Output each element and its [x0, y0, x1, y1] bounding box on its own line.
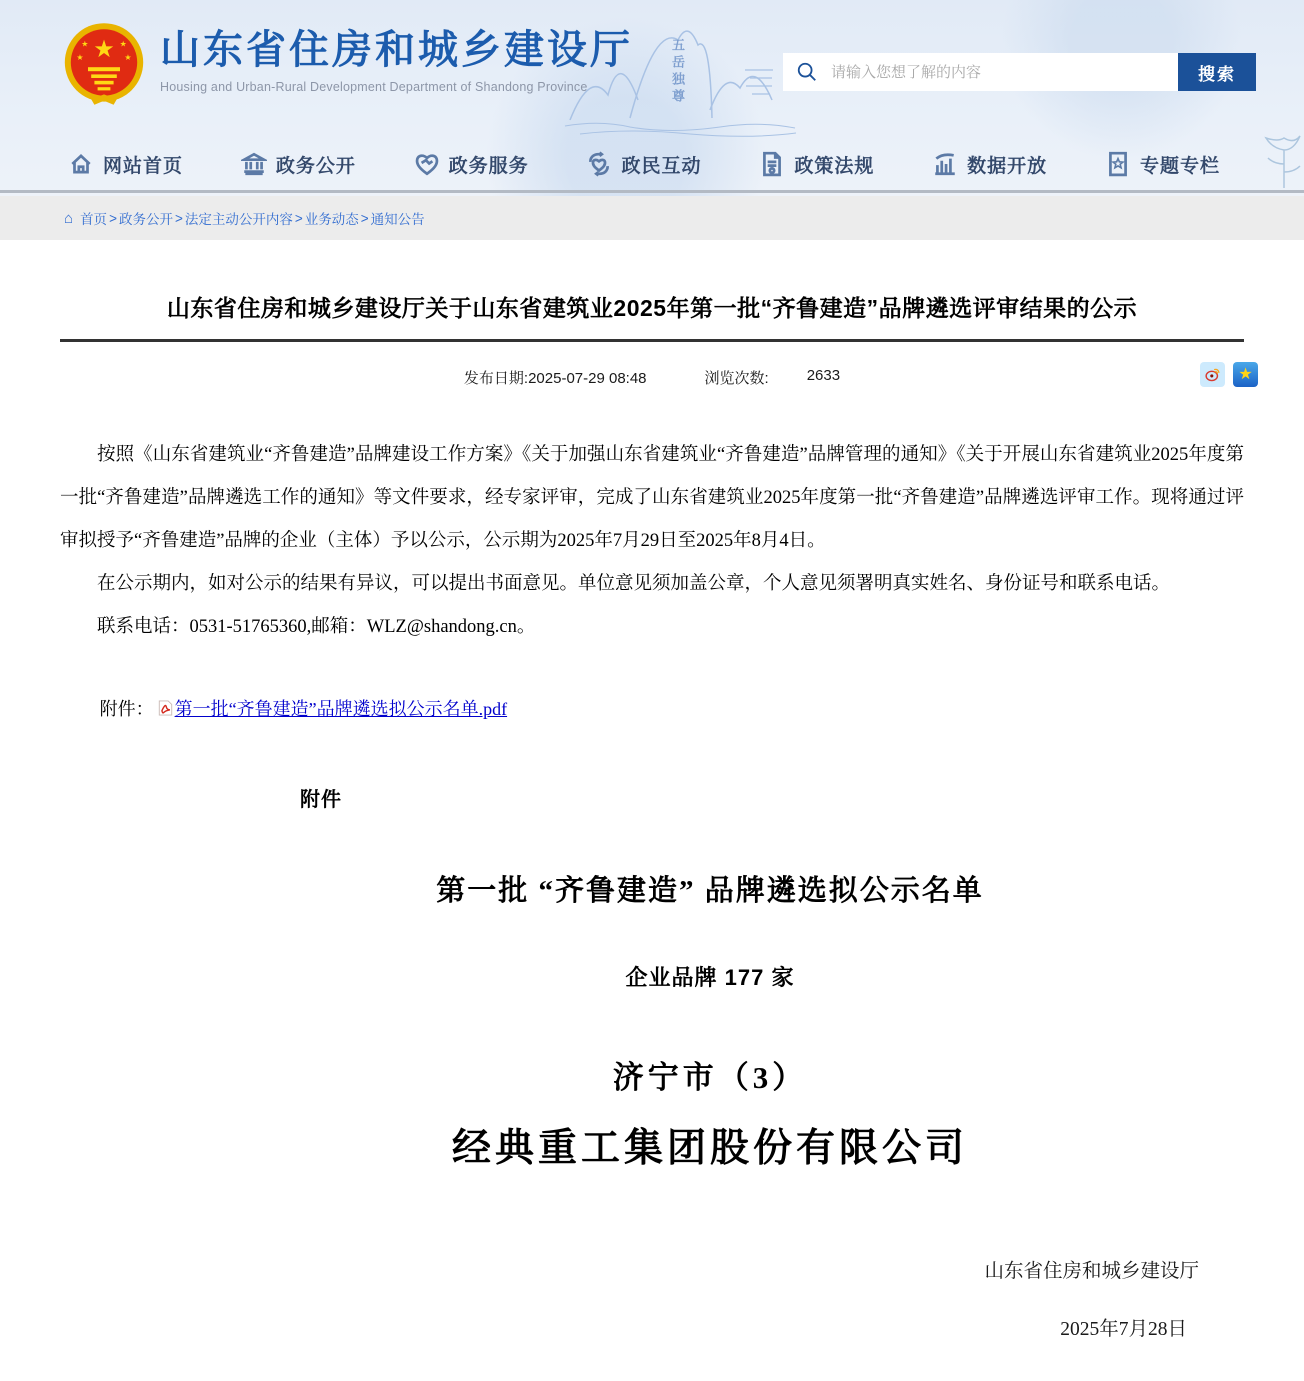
share-icons [1200, 362, 1258, 387]
nav-item-gov-open[interactable] [241, 151, 356, 178]
nav-item-policy[interactable] [759, 151, 874, 178]
article-meta [60, 362, 1253, 392]
nav-item-data[interactable] [932, 151, 1047, 178]
svg-text:★: ★ [93, 35, 115, 63]
site-name: 山东省住房和城乡建设厅 [160, 28, 633, 72]
views-count: 2633 [806, 366, 841, 384]
article-title: 山东省住房和城乡建设厅关于山东省建筑业2025年第一批“齐鲁建造”品牌遴选评审结果的公示 [166, 295, 1138, 321]
nav-item-label: 政策法规 [794, 155, 875, 177]
breadcrumb-bar [0, 196, 1304, 240]
views-group [705, 367, 841, 388]
special-topic-icon [1105, 151, 1131, 177]
preview-heading: 附件 [300, 789, 342, 811]
attachment-pdf-link[interactable]: 第一批“齐鲁建造”品牌遴选拟公示名单.pdf [174, 699, 508, 719]
gov-building-icon [241, 151, 267, 177]
breadcrumb-item-business[interactable]: 业务动态 [304, 212, 359, 227]
svg-text:★: ★ [81, 39, 89, 49]
site-name-english: Housing and Urban-Rural Development Department of Shandong Province [160, 80, 588, 94]
breadcrumb-separator: > [174, 210, 183, 226]
views-label: 浏览次数: [704, 369, 769, 387]
nav-item-special[interactable] [1105, 151, 1220, 178]
svg-text:★: ★ [124, 53, 132, 63]
nav-item-label: 政务公开 [275, 155, 356, 177]
national-emblem-icon [64, 22, 144, 106]
pine-tree-decoration [1254, 120, 1304, 190]
nav-item-label: 政民互动 [621, 155, 702, 177]
search-box [783, 53, 1256, 91]
preview-doc-title: 第一批 “齐鲁建造” 品牌遴选拟公示名单 [436, 875, 984, 907]
preview-city-heading: 济宁市（3） [612, 1060, 808, 1095]
article-paragraph: 联系电话：0531-51765360,邮箱：WLZ@shandong.cn。 [97, 617, 536, 637]
article-content [0, 290, 1304, 1341]
nav-item-label: 专题专栏 [1139, 155, 1220, 177]
publish-date: 发布日期:2025-07-29 08:48 [463, 369, 647, 387]
breadcrumb-separator: > [360, 210, 369, 226]
breadcrumb-item-gov-open[interactable]: 政务公开 [118, 212, 173, 227]
breadcrumb-separator: > [294, 210, 303, 226]
breadcrumb-item-statutory[interactable]: 法定主动公开内容 [184, 212, 293, 227]
title-divider [60, 339, 1244, 342]
site-title-block [160, 28, 633, 94]
handshake-icon [414, 151, 440, 177]
nav-item-interaction[interactable] [586, 151, 701, 178]
preview-company-name: 经典重工集团股份有限公司 [451, 1127, 968, 1170]
mountain-inscription: 五岳独尊 [670, 38, 685, 106]
main-navigation [0, 138, 1304, 193]
header-top [0, 0, 1304, 138]
attachment-label: 附件： [99, 699, 154, 719]
nav-item-label: 数据开放 [967, 155, 1048, 177]
signature-issuer: 山东省住房和城乡建设厅 [984, 1261, 1199, 1282]
interaction-heart-icon [586, 151, 612, 177]
article-body [60, 434, 1244, 649]
weibo-share-icon[interactable] [1200, 362, 1225, 387]
breadcrumb [64, 208, 425, 228]
nav-item-label: 政务服务 [448, 155, 529, 177]
site-header [0, 0, 1304, 196]
breadcrumb-separator: > [109, 210, 117, 226]
qzone-share-icon[interactable]: ★ [1233, 362, 1258, 387]
attachment-preview [300, 783, 1120, 1173]
policy-doc-icon [759, 151, 785, 177]
nav-item-home[interactable] [68, 151, 183, 178]
breadcrumb-home-icon: ⌂ [64, 209, 74, 227]
search-button[interactable]: 搜索 [1178, 53, 1256, 91]
search-icon [783, 61, 831, 83]
breadcrumb-item-home[interactable]: 首页 [80, 212, 108, 227]
nav-item-label: 网站首页 [103, 155, 184, 177]
article-paragraph: 在公示期内，如对公示的结果有异议，可以提出书面意见。单位意见须加盖公章，个人意见须署明真实姓名、身份证号和联系电话。 [97, 574, 1171, 594]
signature-date: 2025年7月28日 [1060, 1319, 1187, 1340]
search-input[interactable] [831, 53, 1178, 91]
nav-item-gov-service[interactable] [414, 151, 529, 178]
data-chart-icon [932, 151, 958, 177]
signature-block [60, 1255, 1199, 1341]
svg-text:★: ★ [76, 53, 84, 63]
attachment-row [60, 695, 1244, 721]
article-paragraph: 按照《山东省建筑业“齐鲁建造”品牌建设工作方案》《关于加强山东省建筑业“齐鲁建造”品牌管理的通知》《关于开展山东省建筑业2025年度第一批“齐鲁建造”品牌遴选工作的通知》等文件要求，经专家评审，完成了山东省建筑业2025年度第一批“齐鲁建造”品牌遴选评审工作。现将通过评审拟授予“齐鲁建造”品牌的企业（主体）予以公示，公示期为2025年7月29日至2025年8月4日。 [60, 445, 1244, 551]
home-icon [68, 151, 94, 177]
breadcrumb-item-notices[interactable]: 通知公告 [370, 212, 425, 227]
svg-text:★: ★ [119, 39, 127, 49]
pdf-file-icon [158, 700, 173, 716]
preview-doc-subtitle: 企业品牌 177 家 [625, 965, 795, 990]
